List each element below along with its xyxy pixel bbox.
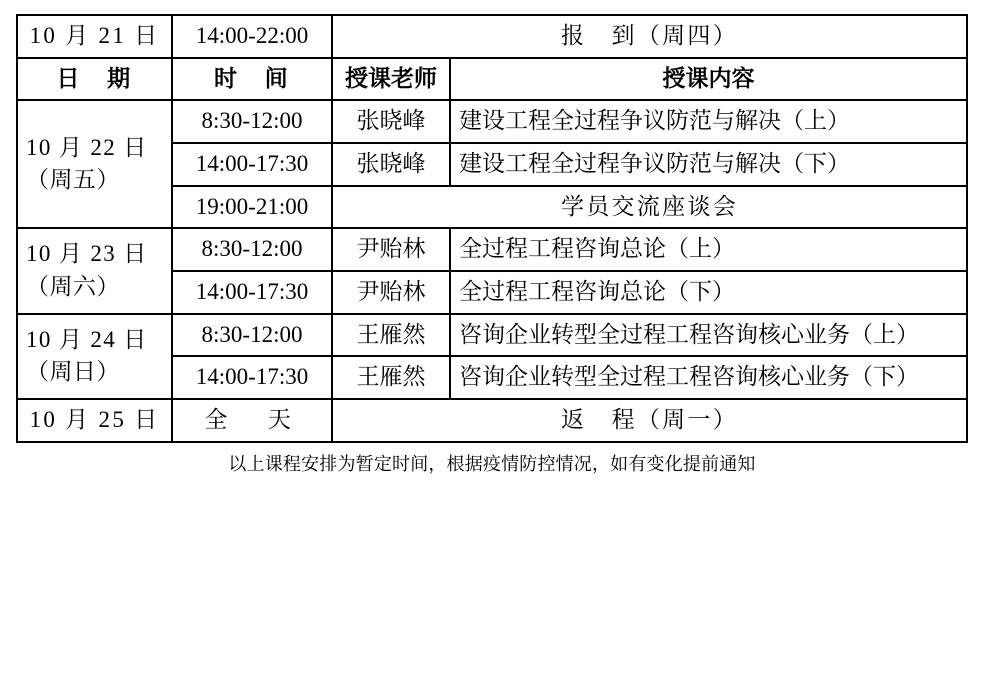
session-teacher: 张晓峰 [332, 143, 450, 186]
session-teacher: 王雁然 [332, 314, 450, 357]
session-teacher: 尹贻林 [332, 271, 450, 314]
session-date-line1: 10 月 22 日 [26, 134, 148, 160]
arrival-time: 14:00-22:00 [172, 15, 332, 58]
arrival-date: 10 月 21 日 [17, 15, 172, 58]
column-header-time: 时 间 [172, 58, 332, 101]
arrival-content: 报 到（周四） [332, 15, 967, 58]
schedule-note: 以上课程安排为暂定时间，根据疫情防控情况，如有变化提前通知 [228, 453, 756, 475]
session-content: 学员交流座谈会 [332, 186, 967, 229]
session-content: 全过程工程咨询总论（下） [450, 271, 967, 314]
session-time: 14:00-17:30 [172, 143, 332, 186]
session-date-line1: 10 月 24 日 [26, 326, 148, 352]
column-header-date: 日 期 [17, 58, 172, 101]
session-content: 建设工程全过程争议防范与解决（上） [450, 100, 967, 143]
session-content: 建设工程全过程争议防范与解决（下） [450, 143, 967, 186]
session-time: 8:30-12:00 [172, 314, 332, 357]
session-date-cell [17, 314, 172, 399]
session-time: 14:00-17:30 [172, 271, 332, 314]
session-content: 咨询企业转型全过程工程咨询核心业务（上） [450, 314, 967, 357]
session-date-cell [17, 100, 172, 228]
table-row-departure [17, 399, 967, 442]
session-time: 8:30-12:00 [172, 100, 332, 143]
session-teacher: 张晓峰 [332, 100, 450, 143]
column-header-teacher: 授课老师 [332, 58, 450, 101]
table-row-arrival [17, 15, 967, 58]
table-row-session [17, 228, 967, 271]
table-row-session [17, 100, 967, 143]
course-schedule-table [16, 14, 968, 443]
session-date-cell [17, 228, 172, 313]
session-date-line2: （周五） [26, 167, 120, 193]
departure-content: 返 程（周一） [332, 399, 967, 442]
column-header-content: 授课内容 [450, 58, 967, 101]
session-date-line1: 10 月 23 日 [26, 241, 148, 267]
session-teacher: 王雁然 [332, 356, 450, 399]
session-teacher: 尹贻林 [332, 228, 450, 271]
session-time: 14:00-17:30 [172, 356, 332, 399]
table-row-session [17, 314, 967, 357]
session-content: 全过程工程咨询总论（上） [450, 228, 967, 271]
session-time: 19:00-21:00 [172, 186, 332, 229]
departure-date: 10 月 25 日 [17, 399, 172, 442]
session-time: 8:30-12:00 [172, 228, 332, 271]
departure-time: 全 天 [172, 399, 332, 442]
session-date-line2: （周日） [26, 359, 120, 385]
session-content: 咨询企业转型全过程工程咨询核心业务（下） [450, 356, 967, 399]
session-date-line2: （周六） [26, 273, 120, 299]
table-header-row [17, 58, 967, 101]
